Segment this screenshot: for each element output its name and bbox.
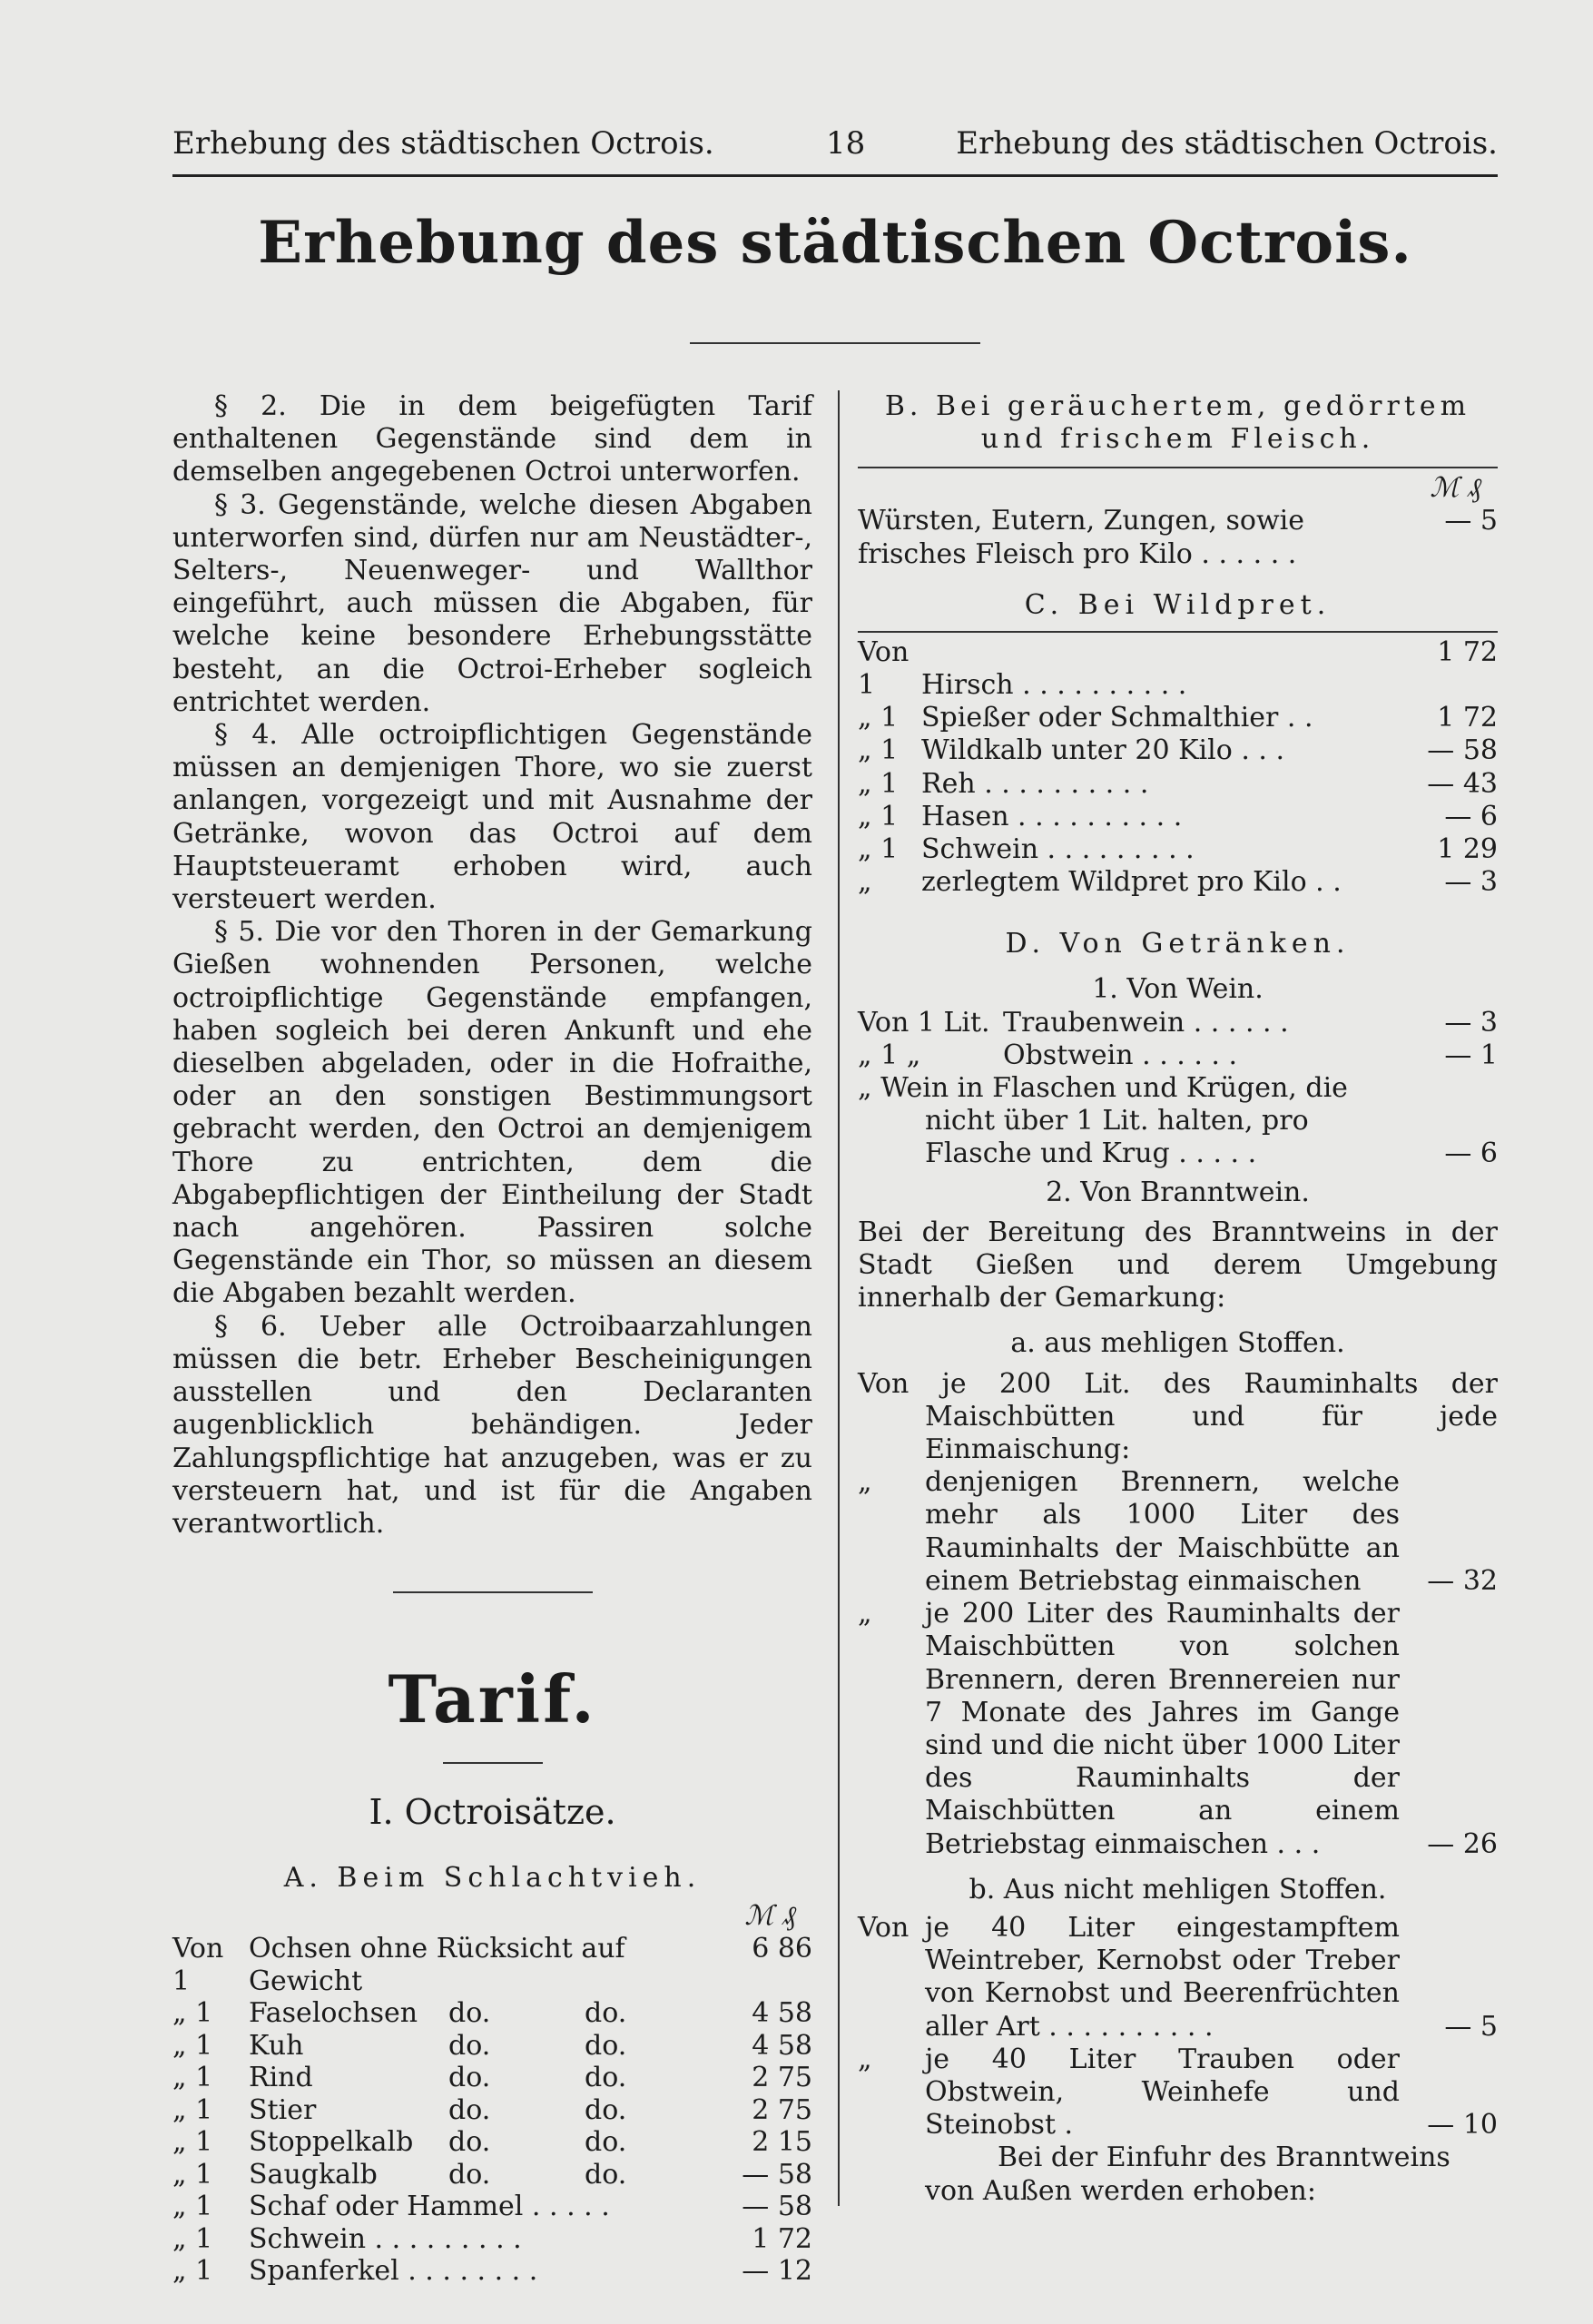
row-amount: 2 15 xyxy=(752,2126,812,2159)
row-prefix: „ 1 xyxy=(858,800,899,832)
row-amount: — 12 xyxy=(742,2255,812,2288)
table-row xyxy=(858,636,1498,702)
row-item: Hasen . . . . . . . . . . xyxy=(921,800,1183,832)
row-item: Ochsen ohne Rücksicht auf Gewicht xyxy=(249,1933,625,1997)
row-prefix: „ 1 xyxy=(172,2093,213,2126)
table-row xyxy=(172,2030,812,2063)
row-amount: — 58 xyxy=(742,2158,812,2191)
row-item: Spießer oder Schmalthier . . xyxy=(921,702,1313,734)
row-item: Rind xyxy=(249,2062,313,2094)
row-prefix: „ 1 xyxy=(858,833,899,866)
table-wildpret xyxy=(858,636,1498,900)
row-do-2: do. xyxy=(585,2093,627,2126)
subhead-nicht-mehlige-stoffe: b. Aus nicht mehligen Stoffen. xyxy=(969,1873,1387,1905)
running-header xyxy=(172,125,1498,171)
row-do-1: do. xyxy=(448,2062,491,2094)
row-amount: — 10 xyxy=(1427,2109,1498,2142)
subhead-fleisch: B. Bei geräuchertem, gedörrtem und frischem Fleisch. xyxy=(884,390,1471,456)
row-item: Saugkalb xyxy=(249,2158,378,2191)
fleisch-amount: — 5 xyxy=(1444,505,1498,537)
row-amount: 2 75 xyxy=(752,2093,812,2126)
row-amount: — 43 xyxy=(1427,767,1498,800)
row-prefix: „ 1 xyxy=(172,2191,213,2223)
fleisch-row xyxy=(858,505,1498,570)
row-amount: 4 58 xyxy=(752,2029,812,2062)
row-do-1: do. xyxy=(448,2126,491,2159)
row-amount: — 5 xyxy=(1444,2010,1498,2043)
row-amount: — 3 xyxy=(1444,1006,1498,1039)
row-text: je 40 Liter eingestampftem Weintreber, Kernobst oder Treber von Kernobst und Beerenfrüchten aller Art . . . . . . . . . . xyxy=(925,1911,1400,2043)
row-prefix: „ xyxy=(858,866,872,899)
row-item: Kuh xyxy=(249,2029,304,2062)
paragraph-2: § 2. Die in dem beigefügten Tarif enthaltenen Gegenstände sind dem in demselben angegebenen Octroi unterworfen. xyxy=(172,390,812,488)
tarif-title: Tarif. xyxy=(388,1660,597,1738)
row-amount: — 58 xyxy=(742,2191,812,2223)
table-row xyxy=(172,1933,812,1997)
row-do-1: do. xyxy=(448,2029,491,2062)
table-row xyxy=(858,1912,1498,2043)
row-amount: — 1 xyxy=(1444,1039,1498,1071)
paragraph-6: § 6. Ueber alle Octroibaarzahlungen müssen die betr. Erheber Bescheinigungen ausstellen und den Declaranten augenblicklich behändigen. Jeder Zahlungspflichtige hat anzugeben, was er zu versteuern hat, und ist für die Angaben verantwortlich. xyxy=(172,1310,812,1540)
right-column xyxy=(858,390,1498,2208)
title-rule xyxy=(690,342,980,344)
row-item: Stier xyxy=(249,2093,317,2126)
table-row xyxy=(858,1466,1498,1598)
row-item: Schwein . . . . . . . . . xyxy=(249,2222,522,2255)
page-title: Erhebung des städtischen Octrois. xyxy=(258,209,1412,277)
row-amount: 1 72 xyxy=(752,2222,812,2255)
table-row xyxy=(858,768,1498,801)
row-item: Traubenwein . . . . . . xyxy=(1003,1006,1289,1039)
fleisch-rule xyxy=(858,467,1498,468)
subhead-branntwein: 2. Von Branntwein. xyxy=(1046,1176,1310,1208)
row-prefix: „ 1 xyxy=(172,2158,213,2191)
row-prefix: Von 1 xyxy=(172,1933,224,1997)
paragraph-5: § 5. Die vor den Thoren in der Gemarkung Gießen wohnenden Personen, welche octroipflichtige Gegenstände empfangen, haben sogleich bei deren Ankunft und ehe dieselben abgeladen, oder in die Hofraithe, oder an den sonstigen Bestimmungsort gebracht werden, den Octroi an demjenigem Thore zu entrichten, dem die Abgabepflichtigen der Eintheilung der Stadt nach angehören. Passiren solche Gegenstände ein Thor, so müssen an diesem die Abgaben bezahlt werden. xyxy=(172,916,812,1310)
currency-header-b: ℳ ₰ xyxy=(1430,472,1481,505)
row-do-2: do. xyxy=(585,2062,627,2094)
table-row xyxy=(858,866,1498,899)
table-row xyxy=(858,801,1498,833)
row-item: Schaf oder Hammel . . . . . xyxy=(249,2191,610,2223)
row-amount: 6 86 xyxy=(752,1933,812,1965)
running-header-right: Erhebung des städtischen Octrois. xyxy=(956,125,1498,162)
row-do-1: do. xyxy=(448,2158,491,2191)
row-prefix: „ xyxy=(858,1466,872,1499)
paragraph-3: § 3. Gegenstände, welche diesen Abgaben unterworfen sind, dürfen nur am Neustädter-, Selters-, Neuenweger- und Wallthor eingeführt, auch müssen die Abgaben, für welche keine besondere Erhebungsstätte besteht, an die Octroi-Erheber sogleich entrichtet werden. xyxy=(172,488,812,718)
header-rule xyxy=(172,174,1498,177)
row-prefix: „ xyxy=(858,1598,872,1630)
table-row xyxy=(172,2094,812,2127)
row-prefix: „ 1 xyxy=(172,2222,213,2255)
table-row xyxy=(172,2223,812,2256)
column-divider xyxy=(838,390,840,2206)
table-mehlige-stoffe xyxy=(858,1466,1498,1860)
subhead-getraenke: D. Von Getränken. xyxy=(1005,928,1351,960)
tarif-rule xyxy=(443,1762,543,1764)
section-rule xyxy=(393,1591,593,1593)
paragraph-4: § 4. Alle octroipflichtigen Gegenstände müssen an demjenigen Thore, wo sie zuerst anlangen, vorgezeigt und mit Ausnahme der Getränke, wovon das Octroi auf dem Hauptsteueramt erhoben wird, auch versteuert werden. xyxy=(172,719,812,916)
closing-line: Bei der Einfuhr des Branntweins von Außen werden erhoben: xyxy=(925,2142,1450,2207)
row-prefix: Von 1 xyxy=(858,635,910,702)
row-amount: — 58 xyxy=(1427,734,1498,767)
row-amount: — 26 xyxy=(1427,1827,1498,1860)
fleisch-item: Würsten, Eutern, Zungen, sowie frisches Fleisch pro Kilo . . . . . . xyxy=(858,505,1304,570)
row-prefix: „ xyxy=(858,2043,872,2075)
row-prefix: Von 1 Lit. xyxy=(858,1006,990,1039)
table-row xyxy=(858,833,1498,866)
table-row xyxy=(172,1997,812,2030)
subhead-mehlige-stoffe: a. aus mehligen Stoffen. xyxy=(1010,1327,1345,1360)
table-row xyxy=(172,2159,812,2191)
row-prefix: „ 1 xyxy=(172,1997,213,2030)
table-schlachtvieh xyxy=(172,1933,812,2288)
wein-flaschen-amount: — 6 xyxy=(1444,1137,1498,1170)
subhead-wein: 1. Von Wein. xyxy=(1092,973,1264,1006)
row-prefix: „ 1 „ xyxy=(858,1039,921,1071)
row-prefix: „ 1 xyxy=(172,2126,213,2159)
table-row xyxy=(858,1007,1498,1039)
wein-flaschen-text: „ Wein in Flaschen und Krügen, die nicht über 1 Lit. halten, pro Flasche und Krug . . . . . xyxy=(858,1072,1348,1170)
row-prefix: „ 1 xyxy=(172,2029,213,2062)
row-amount: 2 75 xyxy=(752,2062,812,2094)
row-item: Schwein . . . . . . . . . xyxy=(921,833,1195,866)
table-row xyxy=(858,702,1498,734)
wildpret-rule xyxy=(858,631,1498,633)
mehlige-lead: Von je 200 Lit. des Rauminhalts der Maischbütten und für jede Einmaischung: xyxy=(858,1367,1498,1466)
table-row xyxy=(172,2191,812,2223)
subhead-schlachtvieh: A. Beim Schlachtvieh. xyxy=(283,1862,702,1895)
row-do-1: do. xyxy=(448,2093,491,2126)
row-prefix: „ 1 xyxy=(172,2255,213,2288)
row-text: denjenigen Brennern, welche mehr als 1000 Liter des Rauminhalts der Maischbütte an einem Betriebstag einmaischen xyxy=(925,1466,1400,1597)
row-amount: 1 72 xyxy=(1437,635,1498,668)
table-row xyxy=(858,1039,1498,1072)
row-item: Spanferkel . . . . . . . . xyxy=(249,2255,538,2288)
table-row xyxy=(858,734,1498,767)
row-do-1: do. xyxy=(448,1997,491,2030)
subhead-wildpret: C. Bei Wildpret. xyxy=(1024,588,1332,621)
row-prefix: „ 1 xyxy=(172,2062,213,2094)
table-row xyxy=(858,1598,1498,1861)
row-do-2: do. xyxy=(585,2158,627,2191)
row-amount: 1 72 xyxy=(1437,702,1498,734)
row-item: Obstwein . . . . . . xyxy=(1003,1039,1238,1071)
row-prefix: „ 1 xyxy=(858,734,899,767)
row-do-2: do. xyxy=(585,2029,627,2062)
table-row xyxy=(858,2043,1498,2142)
left-column xyxy=(172,390,812,2288)
row-item: zerlegtem Wildpret pro Kilo . . xyxy=(921,866,1342,899)
row-text: je 200 Liter des Rauminhalts der Maischbütten von solchen Brennern, deren Brennereien nur 7 Monate des Jahres im Gange sind und die nicht über 1000 Liter des Rauminhalts der Maischbütten an einem Betriebstag einmaischen . . . xyxy=(925,1598,1400,1860)
row-amount: 4 58 xyxy=(752,1997,812,2030)
page-number: 18 xyxy=(826,125,866,162)
table-row xyxy=(172,2062,812,2094)
row-prefix: Von xyxy=(858,1911,910,1944)
table-row xyxy=(172,2255,812,2288)
row-amount: — 3 xyxy=(1444,866,1498,899)
row-item: Faselochsen xyxy=(249,1997,418,2030)
row-amount: — 32 xyxy=(1427,1564,1498,1597)
table-nicht-mehlige-stoffe xyxy=(858,1912,1498,2142)
table-wein xyxy=(858,1007,1498,1072)
row-item: Reh . . . . . . . . . . xyxy=(921,767,1149,800)
row-do-2: do. xyxy=(585,2126,627,2159)
row-item: Wildkalb unter 20 Kilo . . . xyxy=(921,734,1285,767)
row-text: je 40 Liter Trauben oder Obstwein, Weinhefe und Steinobst . xyxy=(925,2043,1400,2142)
running-header-left: Erhebung des städtischen Octrois. xyxy=(172,125,714,162)
wein-flaschen-row xyxy=(858,1072,1498,1171)
row-prefix: „ 1 xyxy=(858,767,899,800)
row-amount: — 6 xyxy=(1444,800,1498,832)
currency-header-a: ℳ ₰ xyxy=(744,1900,796,1933)
row-amount: 1 29 xyxy=(1437,833,1498,866)
row-do-2: do. xyxy=(585,1997,627,2030)
row-item: Hirsch . . . . . . . . . . xyxy=(921,669,1187,702)
branntwein-intro: Bei der Bereitung des Branntweins in der Stadt Gießen und derem Umgebung innerhalb der Gemarkung: xyxy=(858,1216,1498,1315)
row-item: Stoppelkalb xyxy=(249,2126,414,2159)
row-prefix: „ 1 xyxy=(858,702,899,734)
section-octroisaetze: I. Octroisätze. xyxy=(369,1792,616,1833)
table-row xyxy=(172,2126,812,2159)
